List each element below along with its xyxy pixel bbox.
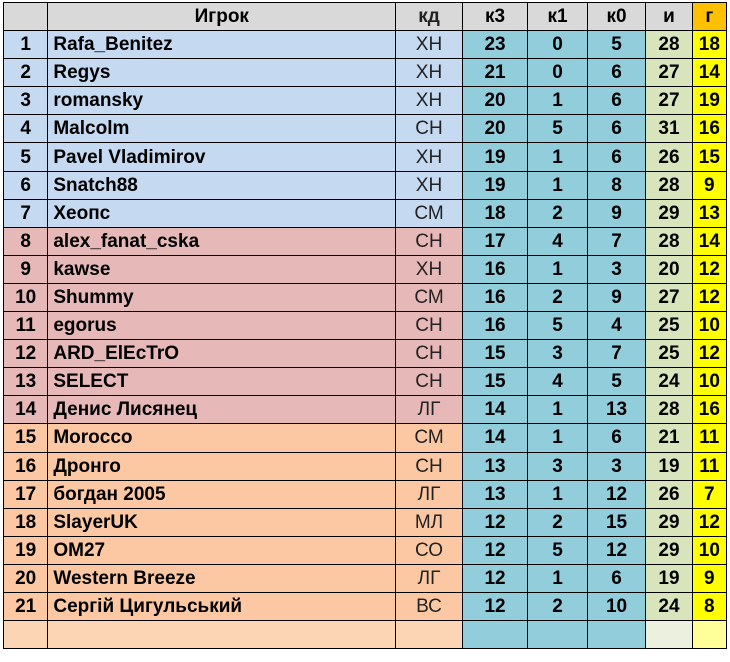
- position-code: ХН: [396, 87, 463, 115]
- g-value: 14: [692, 227, 726, 255]
- k3-value: 14: [462, 396, 528, 424]
- position-code: СН: [396, 452, 463, 480]
- k1-value: 2: [528, 592, 587, 620]
- position-code: ХН: [396, 31, 463, 59]
- position-code: ЛГ: [396, 396, 463, 424]
- g-value: 7: [692, 480, 726, 508]
- row-number: 4: [4, 115, 48, 143]
- row-number: 21: [4, 592, 48, 620]
- k0-value: 6: [587, 87, 645, 115]
- k3-value: 12: [462, 564, 528, 592]
- player-name: SlayerUK: [48, 508, 396, 536]
- k1-value: 4: [528, 368, 587, 396]
- g-value: 11: [692, 424, 726, 452]
- row-number: 8: [4, 227, 48, 255]
- i-value: 28: [646, 31, 692, 59]
- player-name: ARD_ElEcTrO: [48, 340, 396, 368]
- position-code: ВС: [396, 592, 463, 620]
- k1-value: 2: [528, 283, 587, 311]
- table-row: [4, 396, 727, 424]
- k1-value: 2: [528, 199, 587, 227]
- header-k1: к1: [528, 3, 587, 31]
- i-value: 27: [646, 87, 692, 115]
- row-number: 19: [4, 536, 48, 564]
- player-name: romansky: [48, 87, 396, 115]
- i-value: 28: [646, 171, 692, 199]
- k0-value: 6: [587, 115, 645, 143]
- k0-value: 8: [587, 171, 645, 199]
- k0-value: 5: [587, 31, 645, 59]
- k0-value: 13: [587, 396, 645, 424]
- i-value: 26: [646, 480, 692, 508]
- player-name: egorus: [48, 312, 396, 340]
- table-row: [4, 424, 727, 452]
- i-value: 24: [646, 368, 692, 396]
- empty-cell: [462, 621, 528, 649]
- k1-value: 1: [528, 87, 587, 115]
- table-row: [4, 115, 727, 143]
- player-name: Хеопс: [48, 199, 396, 227]
- i-value: 28: [646, 227, 692, 255]
- player-name: Shummy: [48, 283, 396, 311]
- i-value: 28: [646, 396, 692, 424]
- i-value: 24: [646, 592, 692, 620]
- row-number: 5: [4, 143, 48, 171]
- player-name: богдан 2005: [48, 480, 396, 508]
- row-number: 20: [4, 564, 48, 592]
- k3-value: 15: [462, 340, 528, 368]
- position-code: ХН: [396, 59, 463, 87]
- k1-value: 1: [528, 255, 587, 283]
- k0-value: 4: [587, 312, 645, 340]
- k3-value: 12: [462, 592, 528, 620]
- row-number: 10: [4, 283, 48, 311]
- row-number: 2: [4, 59, 48, 87]
- k3-value: 16: [462, 255, 528, 283]
- table-row: [4, 368, 727, 396]
- k1-value: 5: [528, 312, 587, 340]
- g-value: 13: [692, 199, 726, 227]
- table-body: [4, 31, 727, 649]
- g-value: 10: [692, 368, 726, 396]
- k0-value: 12: [587, 480, 645, 508]
- position-code: ХН: [396, 171, 463, 199]
- i-value: 19: [646, 452, 692, 480]
- k1-value: 1: [528, 143, 587, 171]
- i-value: 27: [646, 283, 692, 311]
- g-value: 12: [692, 255, 726, 283]
- k0-value: 10: [587, 592, 645, 620]
- position-code: СМ: [396, 199, 463, 227]
- table-row: [4, 87, 727, 115]
- header-k3: к3: [462, 3, 528, 31]
- k1-value: 2: [528, 508, 587, 536]
- table-row: [4, 59, 727, 87]
- k1-value: 1: [528, 424, 587, 452]
- position-code: ЛГ: [396, 480, 463, 508]
- position-code: СМ: [396, 424, 463, 452]
- g-value: 15: [692, 143, 726, 171]
- empty-cell: [4, 621, 48, 649]
- row-number: 9: [4, 255, 48, 283]
- position-code: ХН: [396, 255, 463, 283]
- position-code: ЛГ: [396, 564, 463, 592]
- k1-value: 0: [528, 31, 587, 59]
- k3-value: 14: [462, 424, 528, 452]
- player-name: Pavel Vladimirov: [48, 143, 396, 171]
- position-code: СН: [396, 368, 463, 396]
- k3-value: 21: [462, 59, 528, 87]
- k3-value: 12: [462, 508, 528, 536]
- i-value: 25: [646, 312, 692, 340]
- k3-value: 19: [462, 171, 528, 199]
- row-number: 6: [4, 171, 48, 199]
- player-name: Morocco: [48, 424, 396, 452]
- player-name: OM27: [48, 536, 396, 564]
- k1-value: 5: [528, 115, 587, 143]
- position-code: МЛ: [396, 508, 463, 536]
- k1-value: 0: [528, 59, 587, 87]
- row-number: 3: [4, 87, 48, 115]
- player-name: kawse: [48, 255, 396, 283]
- position-code: СН: [396, 340, 463, 368]
- k0-value: 9: [587, 199, 645, 227]
- k0-value: 15: [587, 508, 645, 536]
- header-k0: к0: [587, 3, 645, 31]
- table-row: [4, 199, 727, 227]
- k0-value: 7: [587, 340, 645, 368]
- k3-value: 13: [462, 480, 528, 508]
- k0-value: 9: [587, 283, 645, 311]
- table-row: [4, 312, 727, 340]
- empty-cell: [48, 621, 396, 649]
- i-value: 25: [646, 340, 692, 368]
- k1-value: 5: [528, 536, 587, 564]
- g-value: 16: [692, 115, 726, 143]
- row-number: 16: [4, 452, 48, 480]
- row-number: 17: [4, 480, 48, 508]
- k1-value: 4: [528, 227, 587, 255]
- player-name: alex_fanat_cska: [48, 227, 396, 255]
- k1-value: 1: [528, 171, 587, 199]
- empty-cell: [692, 621, 726, 649]
- k0-value: 6: [587, 143, 645, 171]
- player-name: Malcolm: [48, 115, 396, 143]
- player-name: Rafa_Benitez: [48, 31, 396, 59]
- table-row: [4, 536, 727, 564]
- position-code: СН: [396, 115, 463, 143]
- row-number: 11: [4, 312, 48, 340]
- table-row: [4, 452, 727, 480]
- i-value: 27: [646, 59, 692, 87]
- standings-table: [3, 2, 727, 649]
- g-value: 18: [692, 31, 726, 59]
- g-value: 8: [692, 592, 726, 620]
- k3-value: 23: [462, 31, 528, 59]
- g-value: 16: [692, 396, 726, 424]
- player-name: Western Breeze: [48, 564, 396, 592]
- k0-value: 6: [587, 564, 645, 592]
- table-row: [4, 227, 727, 255]
- i-value: 31: [646, 115, 692, 143]
- position-code: СН: [396, 312, 463, 340]
- g-value: 10: [692, 536, 726, 564]
- k0-value: 6: [587, 59, 645, 87]
- k0-value: 3: [587, 255, 645, 283]
- k0-value: 5: [587, 368, 645, 396]
- i-value: 26: [646, 143, 692, 171]
- row-number: 1: [4, 31, 48, 59]
- table-row: [4, 480, 727, 508]
- header-kd: кд: [396, 3, 463, 31]
- position-code: ХН: [396, 143, 463, 171]
- g-value: 9: [692, 564, 726, 592]
- player-name: Regys: [48, 59, 396, 87]
- k1-value: 1: [528, 396, 587, 424]
- i-value: 19: [646, 564, 692, 592]
- k3-value: 16: [462, 283, 528, 311]
- k3-value: 19: [462, 143, 528, 171]
- i-value: 29: [646, 199, 692, 227]
- table-row: [4, 340, 727, 368]
- k3-value: 18: [462, 199, 528, 227]
- empty-cell: [646, 621, 692, 649]
- g-value: 9: [692, 171, 726, 199]
- k1-value: 3: [528, 452, 587, 480]
- position-code: СО: [396, 536, 463, 564]
- row-number: 18: [4, 508, 48, 536]
- k3-value: 12: [462, 536, 528, 564]
- table-row: [4, 31, 727, 59]
- k0-value: 7: [587, 227, 645, 255]
- k3-value: 20: [462, 115, 528, 143]
- k0-value: 12: [587, 536, 645, 564]
- g-value: 14: [692, 59, 726, 87]
- k3-value: 17: [462, 227, 528, 255]
- header-num: [4, 3, 48, 31]
- table-row: [4, 564, 727, 592]
- i-value: 29: [646, 536, 692, 564]
- table-row: [4, 508, 727, 536]
- position-code: СМ: [396, 283, 463, 311]
- g-value: 12: [692, 340, 726, 368]
- k3-value: 13: [462, 452, 528, 480]
- k1-value: 1: [528, 480, 587, 508]
- i-value: 20: [646, 255, 692, 283]
- player-name: Сергій Цигульський: [48, 592, 396, 620]
- table-row: [4, 283, 727, 311]
- k3-value: 20: [462, 87, 528, 115]
- k1-value: 1: [528, 564, 587, 592]
- empty-row: [4, 621, 727, 649]
- header-i: и: [646, 3, 692, 31]
- empty-cell: [528, 621, 587, 649]
- empty-cell: [587, 621, 645, 649]
- row-number: 12: [4, 340, 48, 368]
- k3-value: 15: [462, 368, 528, 396]
- g-value: 10: [692, 312, 726, 340]
- i-value: 21: [646, 424, 692, 452]
- header-player: Игрок: [48, 3, 396, 31]
- player-name: Денис Лисянец: [48, 396, 396, 424]
- k0-value: 6: [587, 424, 645, 452]
- g-value: 12: [692, 508, 726, 536]
- i-value: 29: [646, 508, 692, 536]
- row-number: 15: [4, 424, 48, 452]
- row-number: 7: [4, 199, 48, 227]
- table-row: [4, 143, 727, 171]
- empty-cell: [396, 621, 463, 649]
- row-number: 14: [4, 396, 48, 424]
- k0-value: 3: [587, 452, 645, 480]
- header-g: г: [692, 3, 726, 31]
- player-name: SELECT: [48, 368, 396, 396]
- g-value: 12: [692, 283, 726, 311]
- player-name: Snatch88: [48, 171, 396, 199]
- k1-value: 3: [528, 340, 587, 368]
- g-value: 11: [692, 452, 726, 480]
- g-value: 19: [692, 87, 726, 115]
- player-name: Дронго: [48, 452, 396, 480]
- table-row: [4, 171, 727, 199]
- row-number: 13: [4, 368, 48, 396]
- header-row: [4, 3, 727, 31]
- table-row: [4, 255, 727, 283]
- table-row: [4, 592, 727, 620]
- position-code: СН: [396, 227, 463, 255]
- k3-value: 16: [462, 312, 528, 340]
